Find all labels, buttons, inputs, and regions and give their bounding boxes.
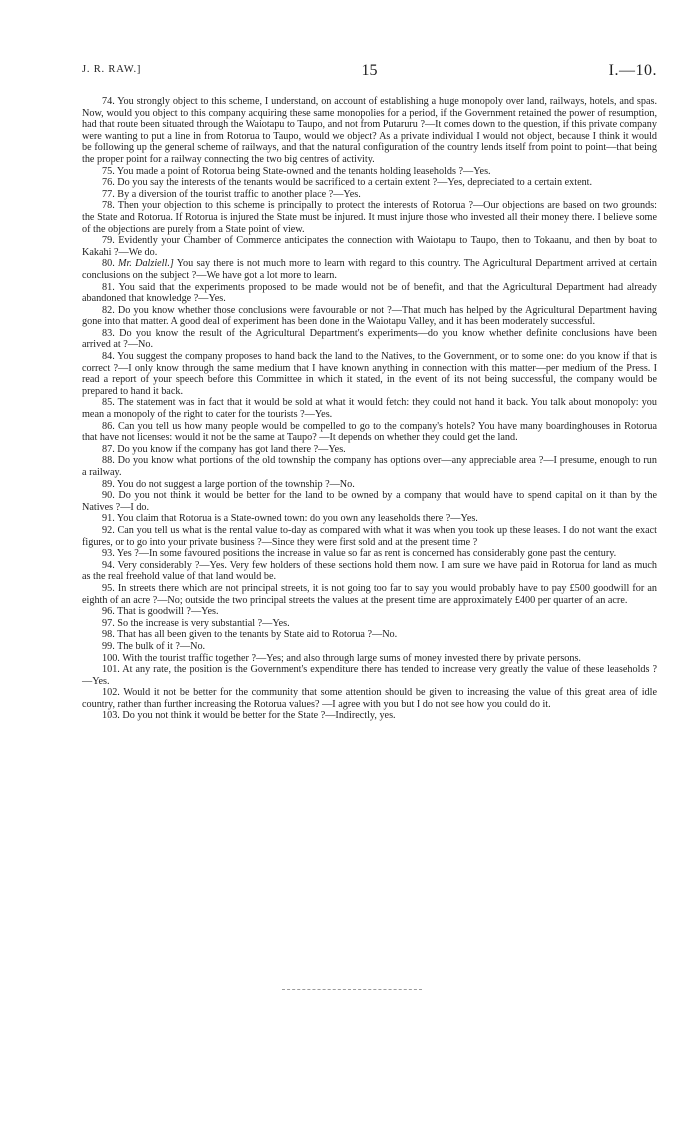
page-number: 15 <box>361 62 378 79</box>
question-paragraph <box>82 351 657 397</box>
question-text: Do you know whether those conclusions were favourable or not ?—That much has helped by the Agricultural Department having gone into that matter. A good deal of experiment has been done in the Waiotapu Valley, and it has been moderately successful. <box>82 304 658 328</box>
question-paragraph <box>82 328 657 351</box>
question-paragraph <box>82 710 657 722</box>
question-number: 101. <box>102 664 120 676</box>
question-paragraph <box>82 525 657 548</box>
question-number: 83. <box>102 327 115 339</box>
question-text: Do you know if the company has got land there ?—Yes. <box>117 443 346 455</box>
question-number: 92. <box>102 524 115 536</box>
question-paragraph <box>82 641 657 653</box>
question-text: Very considerably ?—Yes. Very few holders of these sections hold them now. I am sure we have paid in Rotorua for land as much as the real freehold value of that land would be. <box>82 559 657 583</box>
question-number: 103. <box>102 710 120 722</box>
question-paragraph <box>82 455 657 478</box>
question-paragraph <box>82 687 657 710</box>
question-paragraph <box>82 560 657 583</box>
question-paragraph <box>82 490 657 513</box>
question-paragraph <box>82 444 657 456</box>
question-text: You say there is not much more to learn with regard to this country. The Agricultural Department arrived at certain conclusions on the subject ?—We have got a lot more to learn. <box>82 258 658 281</box>
question-text: You made a point of Rotorua being State-owned and the tenants holding leaseholds ?—Yes. <box>116 165 491 177</box>
question-number: 100. <box>102 652 120 664</box>
question-text: That is goodwill ?—Yes. <box>117 606 219 618</box>
witness-name: J. R. RAW.] <box>82 64 142 75</box>
question-number: 82. <box>102 304 115 316</box>
question-text: You claim that Rotorua is a State-owned town: do you own any leaseholds there ?—Yes. <box>116 513 478 525</box>
question-number: 91. <box>102 513 115 525</box>
question-text: Evidently your Chamber of Commerce anticipates the connection with Waiotapu to Taupo, then to Tokaanu, and then by boat to Kakahi ?—We do. <box>82 235 658 258</box>
question-text: You do not suggest a large portion of the township ?—No. <box>116 478 355 490</box>
question-paragraph <box>82 177 657 189</box>
end-rule <box>282 989 422 990</box>
question-paragraph <box>82 166 657 178</box>
question-paragraph <box>82 479 657 491</box>
question-paragraph <box>82 96 657 166</box>
question-paragraph <box>82 618 657 630</box>
question-paragraph <box>82 548 657 560</box>
question-paragraph <box>82 397 657 420</box>
speaker-label: Mr. Dalziell.] <box>117 258 174 270</box>
question-text: Do you not think it would be better for the land to be owned by a company that would have to spend capital on it than by the Natives ?—I do. <box>82 490 657 513</box>
question-text: The statement was in fact that it would be sold at what it would fetch: they could not hand it back. You talk about monopoly: you mean a monopoly of the right to cater for the tourists ?—Yes. <box>82 397 657 421</box>
question-number: 85. <box>102 397 115 409</box>
question-number: 98. <box>102 629 115 641</box>
testimony-body <box>82 96 657 722</box>
question-paragraph <box>82 305 657 328</box>
question-text: You strongly object to this scheme, I understand, on account of establishing a huge monopoly over land, railways, hotels, and spas. Now, would you object to this company acquiring these same monopolies for a period, if the Government retained the power of resumption, had that route been situated through the Waiotapu to Taupo, and not from Putaruru ?—It comes down to the question, if this private company were wanting to put a line in from Rotorua to Taupo, would we object? As a private individual I would not object, because I think it would be following up the general scheme of railways, and that the natural configuration of the country lends itself from point to point—that being the proper point for a railway connecting the two big centres of activity. <box>82 96 658 165</box>
question-number: 77. <box>102 188 115 200</box>
question-text: The bulk of it ?—No. <box>117 640 206 652</box>
question-number: 95. <box>102 582 115 594</box>
question-number: 79. <box>102 235 115 247</box>
question-paragraph <box>82 629 657 641</box>
question-number: 81. <box>102 281 115 293</box>
question-number: 78. <box>102 200 115 212</box>
question-number: 88. <box>102 455 115 467</box>
question-number: 87. <box>102 443 115 455</box>
question-text: Do you know what portions of the old township the company has options over—any appreciable area ?—I presume, enough to run a railway. <box>82 455 657 478</box>
question-text: At any rate, the position is the Government's expenditure there has tended to increase very greatly the value of these leaseholds ?—Yes. <box>82 664 658 687</box>
question-number: 99. <box>102 640 115 652</box>
question-text: With the tourist traffic together ?—Yes; and also through large sums of money invested there by private persons. <box>122 652 581 664</box>
question-paragraph <box>82 653 657 665</box>
question-text: Can you tell us what is the rental value to-day as compared with what it was when you took up these leases. I do not want the exact figures, or to go into your private business ?—Since they were first sold and at the present time ? <box>82 524 657 548</box>
question-number: 75. <box>102 165 115 177</box>
question-paragraph <box>82 258 657 281</box>
question-paragraph <box>82 189 657 201</box>
question-paragraph <box>82 513 657 525</box>
question-text: That has all been given to the tenants by State aid to Rotorua ?—No. <box>117 629 398 641</box>
question-number: 97. <box>102 617 115 629</box>
question-number: 86. <box>102 420 115 432</box>
question-paragraph <box>82 421 657 444</box>
question-number: 80. <box>102 258 115 270</box>
question-number: 94. <box>102 559 115 571</box>
question-text: So the increase is very substantial ?—Yes. <box>117 617 290 629</box>
paper-reference: I.—10. <box>608 62 657 79</box>
question-text: You said that the experiments proposed to be made would not be of benefit, and that the Agricultural Department had already abandoned that knowledge ?—Yes. <box>82 281 657 305</box>
question-number: 93. <box>102 548 115 560</box>
question-paragraph <box>82 583 657 606</box>
question-text: Would it not be better for the community that some attention should be given to increasing the value of this great area of idle country, rather than further increasing the Rotorua values? —I agree with you but I do not see how you could do it. <box>82 687 657 710</box>
question-paragraph <box>82 235 657 258</box>
question-paragraph <box>82 200 657 235</box>
page-header <box>82 62 657 82</box>
question-paragraph <box>82 606 657 618</box>
question-number: 76. <box>102 177 115 189</box>
question-text: Can you tell us how many people would be compelled to go to the company's hotels? You have many boardinghouses in Rotorua that have not licenses: would it not be the same at Taupo? —It depends on whether they could get the land. <box>82 420 657 444</box>
question-text: By a diversion of the tourist traffic to another place ?—Yes. <box>117 188 361 200</box>
question-paragraph <box>82 282 657 305</box>
question-text: Do you not think it would be better for the State ?—Indirectly, yes. <box>122 710 396 722</box>
question-text: You suggest the company proposes to hand back the land to the Natives, to the Government, or to some one: do you know if that is correct ?—I only know through the same medium that I have known anything in connection with this matter—per medium of the Press. I read a report of your speech before this Committee in which it stated, in the event of its not being successful, the company would be prepared to hand it back. <box>82 351 657 397</box>
question-text: Yes ?—In some favoured positions the increase in value so far as rent is concerned has considerably gone past the century. <box>116 548 617 560</box>
question-text: Do you say the interests of the tenants would be sacrificed to a certain extent ?—Yes, depreciated to a certain extent. <box>117 177 593 189</box>
question-number: 89. <box>102 478 115 490</box>
question-text: In streets there which are not principal streets, it is not going too far to say you would probably have to pay £500 goodwill for an eighth of an acre ?—No; outside the two principal streets the values at the present time are approximately £400 per quarter of an acre. <box>82 582 657 606</box>
question-number: 84. <box>102 351 115 363</box>
question-text: Then your objection to this scheme is principally to protect the interests of Rotorua ?—Our objections are based on two grounds: the State and Rotorua. If Rotorua is injured the State must be injured. It must injure those who invested all their money there. I believe some of the objections are purely from a State point of view. <box>82 200 657 235</box>
question-text: Do you know the result of the Agricultural Department's experiments—do you know whether definite conclusions have been arrived at ?—No. <box>82 327 658 351</box>
question-number: 96. <box>102 606 115 618</box>
question-paragraph <box>82 664 657 687</box>
question-number: 90. <box>102 490 115 502</box>
question-number: 102. <box>102 687 120 699</box>
question-number: 74. <box>102 96 115 107</box>
